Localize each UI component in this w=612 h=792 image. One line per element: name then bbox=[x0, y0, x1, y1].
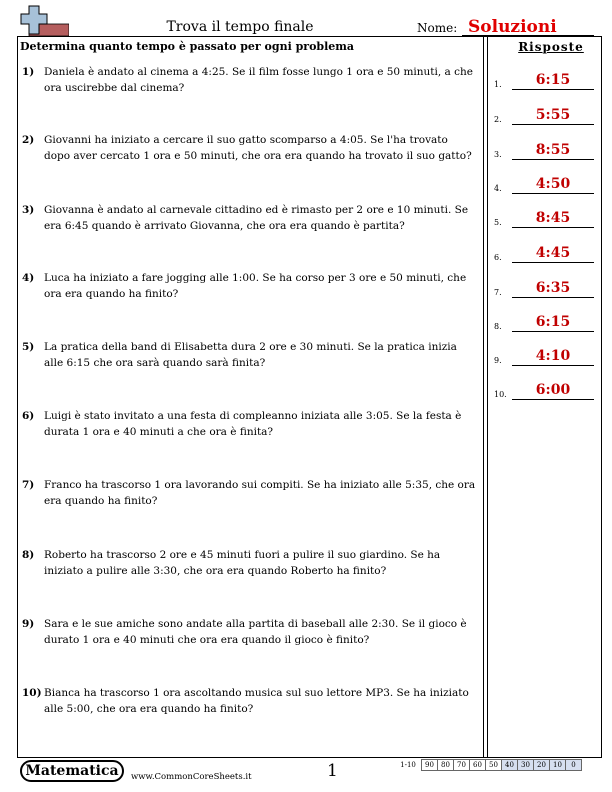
score-cell: 60 bbox=[470, 760, 486, 771]
frame-left-border bbox=[17, 36, 18, 758]
answer-row bbox=[494, 172, 598, 194]
score-cell: 70 bbox=[454, 760, 470, 771]
answer-row bbox=[494, 138, 598, 160]
question-number: 6) bbox=[22, 410, 35, 422]
answer-number: 4. bbox=[494, 184, 502, 193]
score-cell: 40 bbox=[502, 760, 518, 771]
answer-line bbox=[512, 399, 594, 400]
solutions-label: Soluzioni bbox=[468, 17, 557, 37]
page-title: Trova il tempo finale bbox=[166, 19, 314, 35]
answers-heading: Risposte bbox=[518, 40, 584, 54]
answer-row bbox=[494, 68, 598, 90]
column-divider bbox=[483, 36, 484, 758]
name-label: Nome: bbox=[417, 21, 458, 35]
answer-line bbox=[512, 297, 594, 298]
answer-row bbox=[494, 241, 598, 263]
answer-number: 1. bbox=[494, 80, 502, 89]
answer-number: 7. bbox=[494, 288, 502, 297]
question-text: Giovanni ha iniziato a cercare il suo gatto scomparso a 4:05. Se l'ha trovato dopo aver cercato 1 ora e 50 minuti, che ora era quando ha trovato il suo gatto? bbox=[44, 134, 472, 162]
answer-row bbox=[494, 310, 598, 332]
answer-row bbox=[494, 103, 598, 125]
answer-value: 4:45 bbox=[535, 245, 571, 261]
question-text: Luigi è stato invitato a una festa di compleanno iniziata alle 3:05. Se la festa è durata 1 ora e 40 minuti a che ora è finita? bbox=[44, 410, 462, 438]
question-text: Daniela è andato al cinema a 4:25. Se il film fosse lungo 1 ora e 50 minuti, a che ora uscirebbe dal cinema? bbox=[44, 66, 473, 94]
question-number: 5) bbox=[22, 341, 35, 353]
answer-line bbox=[512, 159, 594, 160]
answer-number: 8. bbox=[494, 322, 502, 331]
answer-value: 6:00 bbox=[535, 382, 571, 398]
answer-value: 6:35 bbox=[535, 280, 571, 296]
answer-number: 10. bbox=[494, 390, 507, 399]
subject-badge: Matematica bbox=[20, 760, 124, 782]
score-cell: 90 bbox=[422, 760, 438, 771]
question-text: Franco ha trascorso 1 ora lavorando sui compiti. Se ha iniziato alle 5:35, che ora era quando ha finito? bbox=[44, 479, 476, 507]
score-cell: 20 bbox=[534, 760, 550, 771]
question-text: Bianca ha trascorso 1 ora ascoltando musica sul suo lettore MP3. Se ha iniziato alle 5:00, che ora era quando ha finito? bbox=[44, 687, 469, 715]
answer-number: 6. bbox=[494, 253, 502, 262]
score-cell: 80 bbox=[438, 760, 454, 771]
score-label: 1-10 bbox=[400, 761, 416, 769]
answer-row bbox=[494, 276, 598, 298]
question-number: 2) bbox=[22, 134, 35, 146]
question-number: 10) bbox=[22, 687, 42, 699]
answer-line bbox=[512, 89, 594, 90]
frame-bottom-border bbox=[17, 757, 602, 758]
answer-line bbox=[512, 193, 594, 194]
column-divider bbox=[487, 36, 488, 758]
question-text: Sara e le sue amiche sono andate alla partita di baseball alle 2:30. Se il gioco è durato 1 ora e 40 minuti che ora era quando il gioco è finito? bbox=[44, 618, 467, 646]
answer-line bbox=[512, 227, 594, 228]
answer-number: 9. bbox=[494, 356, 502, 365]
question-text: Luca ha iniziato a fare jogging alle 1:00. Se ha corso per 3 ore e 50 minuti, che ora era quando ha finito? bbox=[44, 272, 467, 300]
answer-line bbox=[512, 124, 594, 125]
answer-number: 2. bbox=[494, 115, 502, 124]
answer-value: 6:15 bbox=[535, 314, 571, 330]
question-number: 7) bbox=[22, 479, 35, 491]
answer-value: 5:55 bbox=[535, 107, 571, 123]
answer-number: 5. bbox=[494, 218, 502, 227]
question-text: Roberto ha trascorso 2 ore e 45 minuti fuori a pulire il suo giardino. Se ha iniziato a pulire alle 3:30, che ora era quando Roberto ha finito? bbox=[44, 549, 441, 577]
answer-value: 4:10 bbox=[535, 348, 571, 364]
question-number: 3) bbox=[22, 204, 35, 216]
score-cell: 30 bbox=[518, 760, 534, 771]
site-url: www.CommonCoreSheets.it bbox=[131, 772, 252, 782]
answer-line bbox=[512, 365, 594, 366]
score-cell: 10 bbox=[550, 760, 566, 771]
question-number: 8) bbox=[22, 549, 35, 561]
score-cell: 0 bbox=[566, 760, 582, 771]
question-number: 4) bbox=[22, 272, 35, 284]
page-number: 1 bbox=[327, 761, 338, 781]
frame-right-border bbox=[601, 36, 602, 758]
answer-line bbox=[512, 331, 594, 332]
question-number: 9) bbox=[22, 618, 35, 630]
answer-row bbox=[494, 378, 598, 400]
score-cell: 50 bbox=[486, 760, 502, 771]
answer-number: 3. bbox=[494, 150, 502, 159]
frame-top-border bbox=[17, 36, 602, 37]
answer-value: 6:15 bbox=[535, 72, 571, 88]
answer-line bbox=[512, 262, 594, 263]
question-text: La pratica della band di Elisabetta dura 2 ore e 30 minuti. Se la pratica inizia alle 6:15 che ora sarà quando sarà finita? bbox=[44, 341, 457, 369]
instructions: Determina quanto tempo è passato per ogni problema bbox=[20, 40, 355, 53]
answer-value: 8:55 bbox=[535, 142, 571, 158]
question-number: 1) bbox=[22, 66, 35, 78]
answer-value: 4:50 bbox=[535, 176, 571, 192]
question-text: Giovanna è andato al carnevale cittadino ed è rimasto per 2 ore e 10 minuti. Se era 6:45 quando è arrivato Giovanna, che ora era quando è partita? bbox=[44, 204, 469, 232]
answer-value: 8:45 bbox=[535, 210, 571, 226]
answer-row bbox=[494, 344, 598, 366]
score-table bbox=[395, 759, 582, 771]
answer-row bbox=[494, 206, 598, 228]
